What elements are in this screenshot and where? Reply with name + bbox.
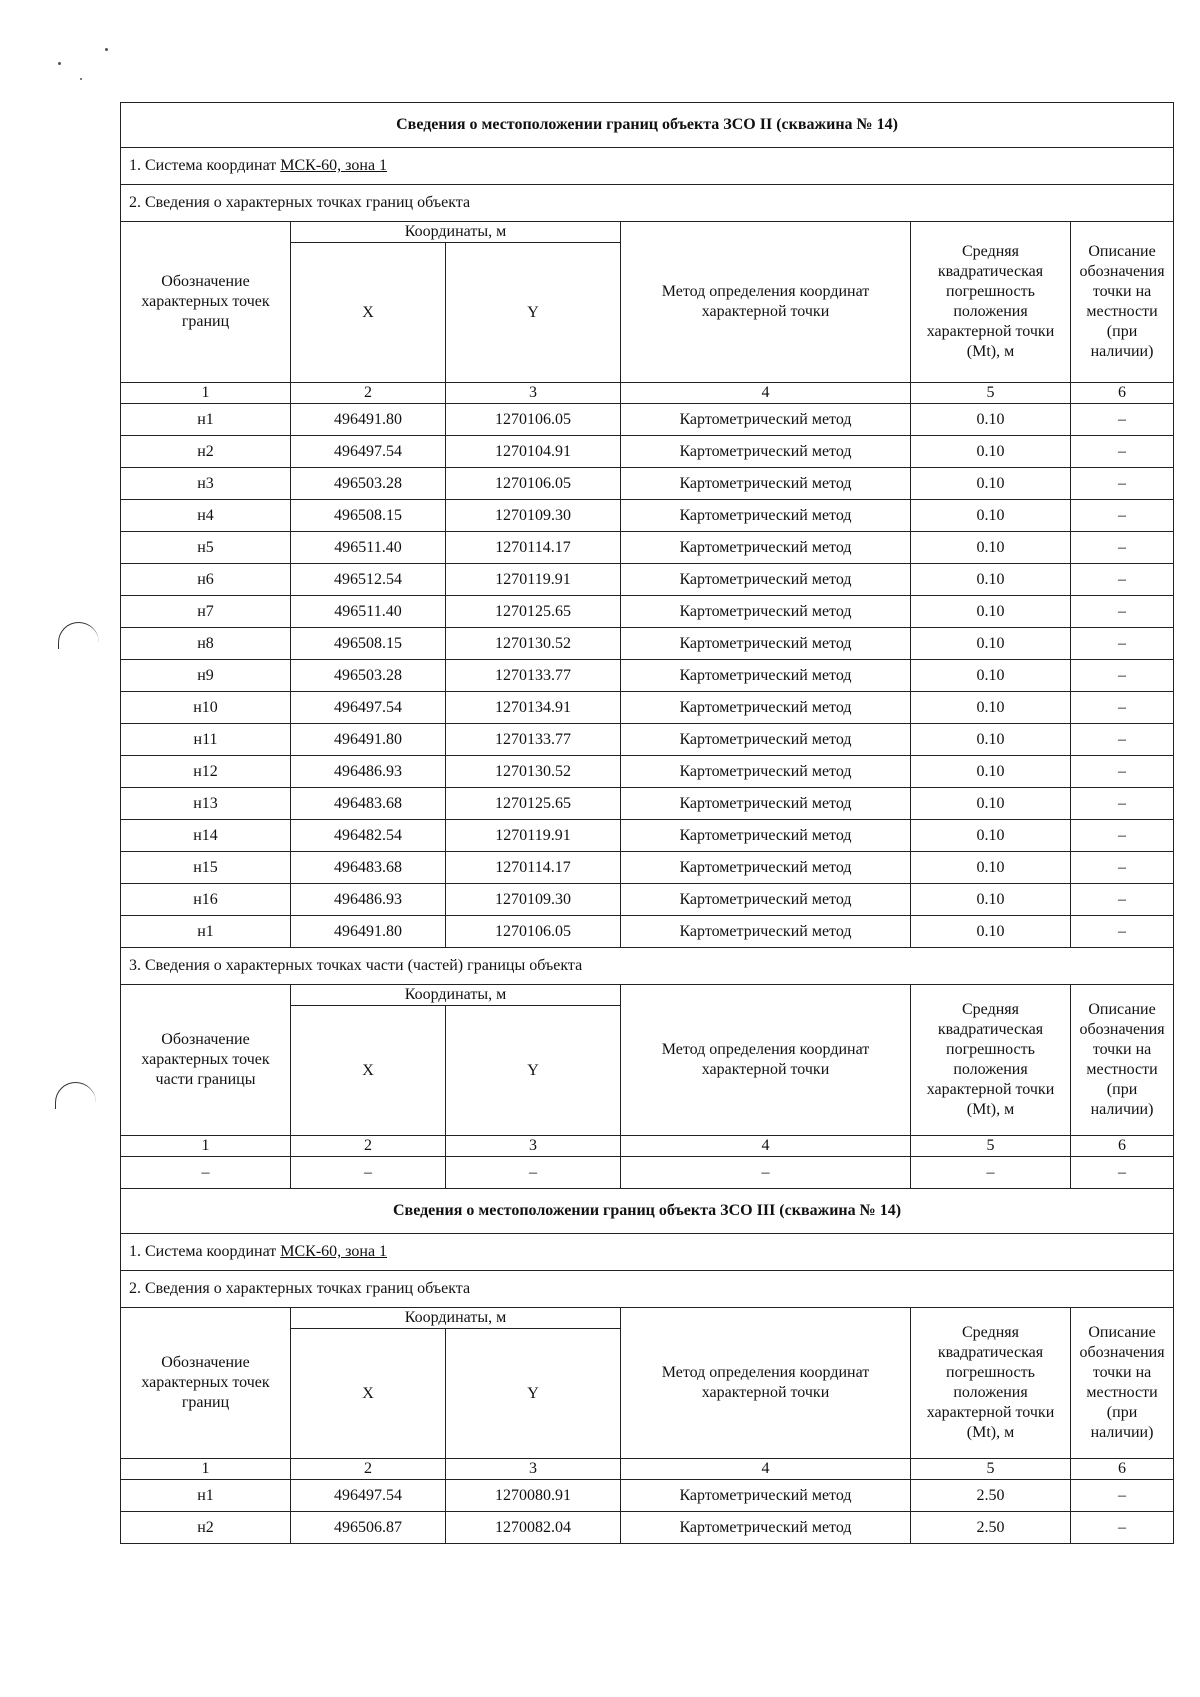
col-number: 6: [1071, 1136, 1174, 1157]
coord-y: 1270114.17: [446, 532, 621, 564]
table-row: [121, 564, 1174, 596]
coord-x: 496491.80: [291, 404, 446, 436]
method-cell: Картометрический метод: [621, 1480, 911, 1512]
header-x: X: [291, 1006, 446, 1136]
coord-y: 1270080.91: [446, 1480, 621, 1512]
col-number: 3: [446, 1459, 621, 1480]
header-designation: Обозначение характерных точек границ: [121, 1308, 291, 1459]
method-cell: Картометрический метод: [621, 596, 911, 628]
scan-speck: [58, 62, 61, 65]
error-cell: 0.10: [911, 596, 1071, 628]
col-number: 2: [291, 1459, 446, 1480]
point-designation: н4: [121, 500, 291, 532]
scan-speck: [105, 48, 108, 51]
error-cell: 0.10: [911, 820, 1071, 852]
coord-x: 496497.54: [291, 436, 446, 468]
description-cell: –: [1071, 692, 1174, 724]
point-designation: –: [121, 1157, 291, 1189]
coord-system-label: 1. Система координат: [129, 157, 277, 174]
error-cell: 0.10: [911, 532, 1071, 564]
table-row: [121, 852, 1174, 884]
section2-rows: [121, 1480, 1174, 1544]
method-cell: Картометрический метод: [621, 916, 911, 948]
description-cell: –: [1071, 468, 1174, 500]
coord-x: 496482.54: [291, 820, 446, 852]
table-row: [121, 692, 1174, 724]
description-cell: –: [1071, 532, 1174, 564]
coord-x: 496497.54: [291, 1480, 446, 1512]
error-cell: 0.10: [911, 916, 1071, 948]
point-designation: н6: [121, 564, 291, 596]
col-number: 6: [1071, 383, 1174, 404]
points-heading: 2. Сведения о характерных точках границ объекта: [121, 1271, 1174, 1308]
table-row: [121, 660, 1174, 692]
error-cell: 0.10: [911, 852, 1071, 884]
header-x: X: [291, 1329, 446, 1459]
header-error: Средняя квадратическая погрешность положения характерной точки (Mt), м: [911, 985, 1071, 1136]
table-row: [121, 1157, 1174, 1189]
coord-system-line: [121, 1234, 1174, 1271]
point-designation: н13: [121, 788, 291, 820]
table-row: [121, 596, 1174, 628]
coord-system-value: МСК-60, зона 1: [280, 157, 388, 174]
col-number: 6: [1071, 1459, 1174, 1480]
point-designation: н1: [121, 404, 291, 436]
description-cell: –: [1071, 436, 1174, 468]
coord-x: 496508.15: [291, 500, 446, 532]
col-number: 4: [621, 1136, 911, 1157]
coord-x: 496503.28: [291, 660, 446, 692]
document-sheet: [120, 102, 1173, 1544]
point-designation: н8: [121, 628, 291, 660]
header-y: Y: [446, 1329, 621, 1459]
coord-system-value: МСК-60, зона 1: [280, 1243, 388, 1260]
method-cell: Картометрический метод: [621, 1512, 911, 1544]
table-row: [121, 788, 1174, 820]
coord-y: 1270125.65: [446, 596, 621, 628]
point-designation: н12: [121, 756, 291, 788]
coord-x: 496497.54: [291, 692, 446, 724]
error-cell: 0.10: [911, 628, 1071, 660]
coord-x: –: [291, 1157, 446, 1189]
description-cell: –: [1071, 500, 1174, 532]
description-cell: –: [1071, 1480, 1174, 1512]
method-cell: Картометрический метод: [621, 724, 911, 756]
header-error: Средняя квадратическая погрешность положения характерной точки (Mt), м: [911, 222, 1071, 383]
point-designation: н11: [121, 724, 291, 756]
point-designation: н5: [121, 532, 291, 564]
coord-y: 1270119.91: [446, 820, 621, 852]
table-row: [121, 468, 1174, 500]
table-row: [121, 500, 1174, 532]
coord-system-line: [121, 148, 1174, 185]
point-designation: н10: [121, 692, 291, 724]
coord-x: 496511.40: [291, 532, 446, 564]
error-cell: 0.10: [911, 788, 1071, 820]
coord-x: 496483.68: [291, 788, 446, 820]
table-row: [121, 532, 1174, 564]
point-designation: н3: [121, 468, 291, 500]
method-cell: Картометрический метод: [621, 660, 911, 692]
point-designation: н15: [121, 852, 291, 884]
table-row: [121, 628, 1174, 660]
coord-x: 496486.93: [291, 756, 446, 788]
coord-y: 1270109.30: [446, 500, 621, 532]
table-row: [121, 436, 1174, 468]
table-row: [121, 1512, 1174, 1544]
col-number: 1: [121, 383, 291, 404]
col-number: 4: [621, 1459, 911, 1480]
coord-x: 496511.40: [291, 596, 446, 628]
header-description: Описание обозначения точки на местности (при наличии): [1071, 985, 1174, 1136]
error-cell: 0.10: [911, 564, 1071, 596]
coord-y: 1270106.05: [446, 468, 621, 500]
table-row: [121, 1480, 1174, 1512]
col-number: 4: [621, 383, 911, 404]
description-cell: –: [1071, 596, 1174, 628]
description-cell: –: [1071, 884, 1174, 916]
header-designation: Обозначение характерных точек части границы: [121, 985, 291, 1136]
error-cell: 0.10: [911, 660, 1071, 692]
point-designation: н2: [121, 436, 291, 468]
col-number: 1: [121, 1136, 291, 1157]
description-cell: –: [1071, 404, 1174, 436]
description-cell: –: [1071, 628, 1174, 660]
error-cell: 0.10: [911, 884, 1071, 916]
coord-y: –: [446, 1157, 621, 1189]
points-heading: 2. Сведения о характерных точках границ объекта: [121, 185, 1174, 222]
header-method: Метод определения координат характерной точки: [621, 1308, 911, 1459]
table-row: [121, 820, 1174, 852]
coord-x: 496506.87: [291, 1512, 446, 1544]
method-cell: Картометрический метод: [621, 628, 911, 660]
error-cell: 0.10: [911, 468, 1071, 500]
header-method: Метод определения координат характерной точки: [621, 222, 911, 383]
method-cell: Картометрический метод: [621, 756, 911, 788]
table-row: [121, 404, 1174, 436]
header-description: Описание обозначения точки на местности (при наличии): [1071, 1308, 1174, 1459]
coord-x: 496491.80: [291, 724, 446, 756]
point-designation: н9: [121, 660, 291, 692]
coord-x: 496508.15: [291, 628, 446, 660]
coord-x: 496512.54: [291, 564, 446, 596]
description-cell: –: [1071, 660, 1174, 692]
section-title: Сведения о местоположении границ объекта ЗСО III (скважина № 14): [121, 1189, 1174, 1234]
coord-y: 1270130.52: [446, 628, 621, 660]
header-y: Y: [446, 1006, 621, 1136]
error-cell: 0.10: [911, 500, 1071, 532]
coord-y: 1270104.91: [446, 436, 621, 468]
description-cell: –: [1071, 1512, 1174, 1544]
method-cell: –: [621, 1157, 911, 1189]
error-cell: 0.10: [911, 404, 1071, 436]
error-cell: –: [911, 1157, 1071, 1189]
method-cell: Картометрический метод: [621, 852, 911, 884]
table-row: [121, 756, 1174, 788]
description-cell: –: [1071, 852, 1174, 884]
section1-rows: [121, 404, 1174, 948]
col-number: 3: [446, 1136, 621, 1157]
coord-y: 1270125.65: [446, 788, 621, 820]
coord-x: 496491.80: [291, 916, 446, 948]
error-cell: 2.50: [911, 1480, 1071, 1512]
description-cell: –: [1071, 564, 1174, 596]
error-cell: 0.10: [911, 692, 1071, 724]
boundary-table: [120, 102, 1174, 1544]
header-coords: Координаты, м: [291, 985, 621, 1006]
method-cell: Картометрический метод: [621, 788, 911, 820]
punch-hole-mark: [55, 1082, 96, 1109]
method-cell: Картометрический метод: [621, 404, 911, 436]
col-number: 2: [291, 1136, 446, 1157]
scan-speck: [80, 78, 82, 80]
method-cell: Картометрический метод: [621, 564, 911, 596]
coord-y: 1270109.30: [446, 884, 621, 916]
error-cell: 2.50: [911, 1512, 1071, 1544]
method-cell: Картометрический метод: [621, 468, 911, 500]
point-designation: н14: [121, 820, 291, 852]
point-designation: н1: [121, 1480, 291, 1512]
col-number: 3: [446, 383, 621, 404]
method-cell: Картометрический метод: [621, 884, 911, 916]
parts-heading: 3. Сведения о характерных точках части (частей) границы объекта: [121, 948, 1174, 985]
method-cell: Картометрический метод: [621, 692, 911, 724]
section1-parts-rows: [121, 1157, 1174, 1189]
point-designation: н1: [121, 916, 291, 948]
description-cell: –: [1071, 788, 1174, 820]
header-description: Описание обозначения точки на местности (при наличии): [1071, 222, 1174, 383]
point-designation: н7: [121, 596, 291, 628]
description-cell: –: [1071, 916, 1174, 948]
coord-x: 496503.28: [291, 468, 446, 500]
col-number: 5: [911, 1459, 1071, 1480]
error-cell: 0.10: [911, 436, 1071, 468]
section-title: Сведения о местоположении границ объекта ЗСО II (скважина № 14): [121, 103, 1174, 148]
point-designation: н16: [121, 884, 291, 916]
description-cell: –: [1071, 820, 1174, 852]
error-cell: 0.10: [911, 724, 1071, 756]
method-cell: Картометрический метод: [621, 500, 911, 532]
col-number: 1: [121, 1459, 291, 1480]
header-coords: Координаты, м: [291, 1308, 621, 1329]
coord-y: 1270106.05: [446, 916, 621, 948]
description-cell: –: [1071, 756, 1174, 788]
col-number: 2: [291, 383, 446, 404]
coord-y: 1270133.77: [446, 660, 621, 692]
coord-x: 496486.93: [291, 884, 446, 916]
table-row: [121, 916, 1174, 948]
coord-y: 1270134.91: [446, 692, 621, 724]
header-designation: Обозначение характерных точек границ: [121, 222, 291, 383]
method-cell: Картометрический метод: [621, 820, 911, 852]
coord-x: 496483.68: [291, 852, 446, 884]
method-cell: Картометрический метод: [621, 436, 911, 468]
header-method: Метод определения координат характерной точки: [621, 985, 911, 1136]
point-designation: н2: [121, 1512, 291, 1544]
coord-y: 1270114.17: [446, 852, 621, 884]
coord-y: 1270119.91: [446, 564, 621, 596]
header-error: Средняя квадратическая погрешность положения характерной точки (Mt), м: [911, 1308, 1071, 1459]
header-coords: Координаты, м: [291, 222, 621, 243]
coord-system-label: 1. Система координат: [129, 1243, 277, 1260]
method-cell: Картометрический метод: [621, 532, 911, 564]
header-x: X: [291, 243, 446, 383]
coord-y: 1270106.05: [446, 404, 621, 436]
table-row: [121, 724, 1174, 756]
col-number: 5: [911, 1136, 1071, 1157]
description-cell: –: [1071, 1157, 1174, 1189]
punch-hole-mark: [58, 622, 99, 649]
col-number: 5: [911, 383, 1071, 404]
coord-y: 1270082.04: [446, 1512, 621, 1544]
table-row: [121, 884, 1174, 916]
coord-y: 1270133.77: [446, 724, 621, 756]
description-cell: –: [1071, 724, 1174, 756]
coord-y: 1270130.52: [446, 756, 621, 788]
header-y: Y: [446, 243, 621, 383]
error-cell: 0.10: [911, 756, 1071, 788]
